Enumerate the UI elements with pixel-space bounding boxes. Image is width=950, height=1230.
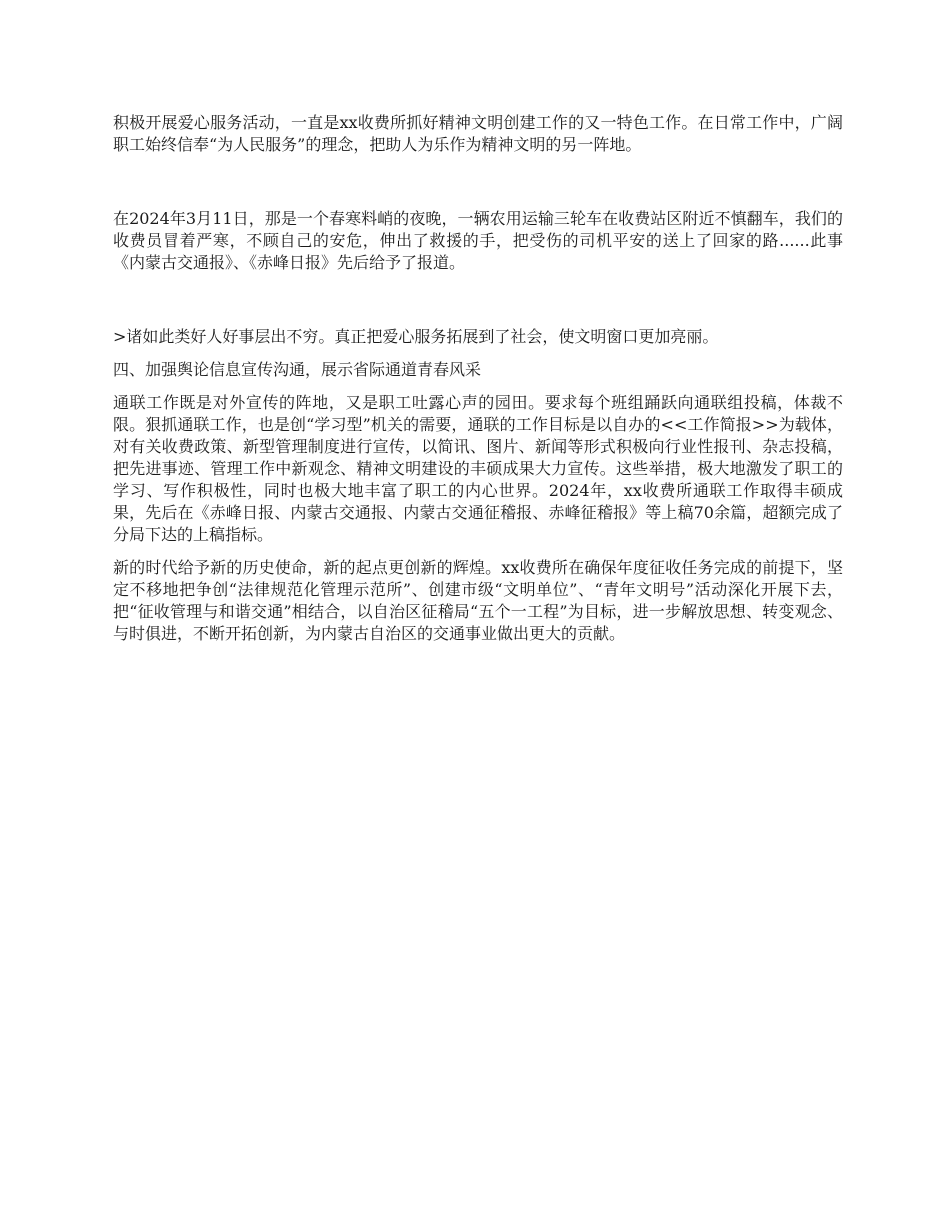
paragraph-good-deeds: >诸如此类好人好事层出不穷。真正把爱心服务拓展到了社会，使文明窗口更加亮丽。 (113, 327, 719, 346)
paragraph-correspondence-work: 通联工作既是对外宣传的阵地，又是职工吐露心声的园田。要求每个班组踊跃向通联组投稿，体裁不限。狠抓通联工作，也是创“学习型”机关的需要，通联的工作目标是以自办的<<工作简报>>为载体，对有关收费政策、新型管理制度进行宣传，以简讯、图片、新闻等形式积极向行业性报刊、杂志投稿，把先进事迹、管理工作中新观念、精神文明建设的丰硕成果大力宣传。这些举措，极大地激发了职工的学习、写作积极性，同时也极大地丰富了职工的内心世界。2024年，xx收费所通联工作取得丰硕成果，先后在《赤峰日报、内蒙古交通报、内蒙古交通征稽报、赤峰征稽报》等上稿70余篇，超额完成了分局下达的上稿指标。 (113, 393, 843, 544)
paragraph-love-service: 积极开展爱心服务活动，一直是xx收费所抓好精神文明创建工作的又一特色工作。在日常工作中，广阔职工始终信奉“为人民服务”的理念，把助人为乐作为精神文明的另一阵地。 (113, 113, 843, 154)
paragraph-rescue-story: 在2024年3月11日，那是一个春寒料峭的夜晚，一辆农用运输三轮车在收费站区附近不慎翻车，我们的收费员冒着严寒，不顾自己的安危，伸出了救援的手，把受伤的司机平安的送上了回家的路......此事《内蒙古交通报》、《赤峰日报》先后给予了报道。 (113, 209, 843, 272)
paragraph-new-era: 新的时代给予新的历史使命，新的起点更创新的辉煌。xx收费所在确保年度征收任务完成的前提下，坚定不移地把争创“法律规范化管理示范所”、创建市级“文明单位”、“青年文明号”活动深化开展下去，把“征收管理与和谐交通”相结合，以自治区征稽局“五个一工程”为目标，进一步解放思想、转变观念、与时俱进，不断开拓创新，为内蒙古自治区的交通事业做出更大的贡献。 (113, 558, 843, 643)
section-heading: 四、加强舆论信息宣传沟通，展示省际通道青春风采 (113, 360, 482, 379)
document-body (113, 112, 843, 645)
